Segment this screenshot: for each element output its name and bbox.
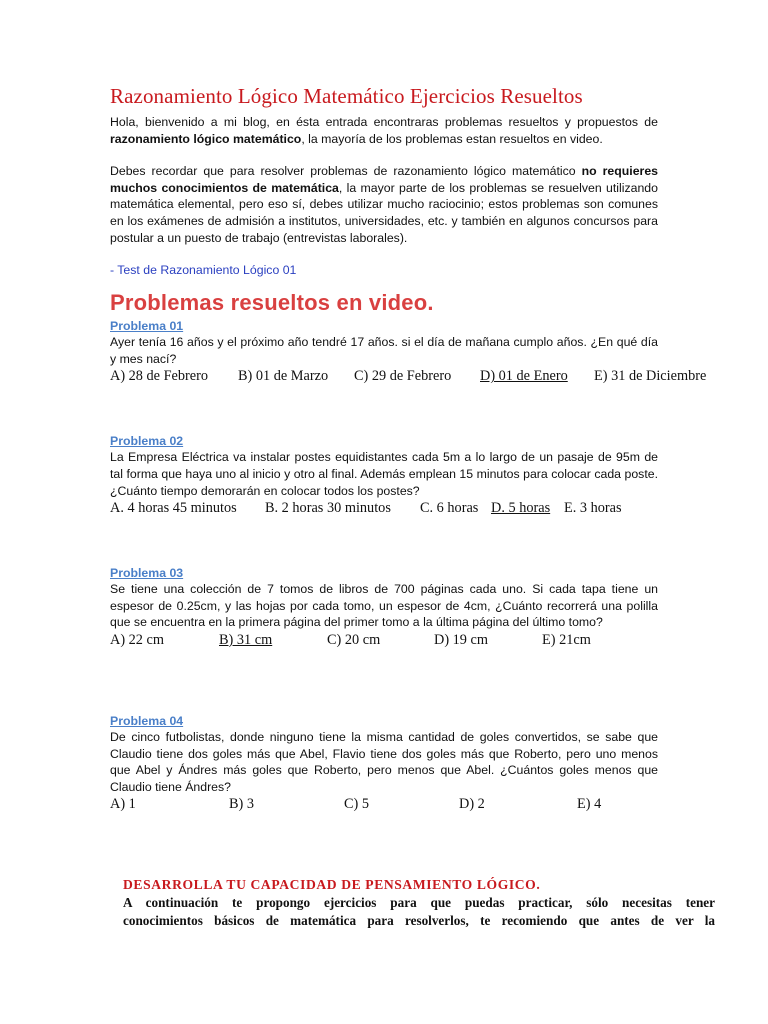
problem-04 <box>110 713 658 813</box>
option-b: B. 2 horas 30 minutos <box>265 500 391 517</box>
test-link[interactable]: - Test de Razonamiento Lógico 01 <box>110 263 297 278</box>
problem-title-link[interactable]: Problema 03 <box>110 566 184 581</box>
option-c: C) 20 cm <box>327 631 381 648</box>
intro-text: Hola, bienvenido a mi blog, en ésta entrada encontraras problemas resueltos y propuestos de <box>110 115 658 129</box>
problem-text: La Empresa Eléctrica va instalar postes equidistantes cada 5m a lo largo de un pasaje de 95m de tal forma que haya uno al inicio y otro al final. Además emplean 15 minutos para colocar cada poste. ¿Cuánto tiempo demorarán en colocar todos los postes? <box>110 450 658 498</box>
option-c: C) 29 de Febrero <box>354 368 452 385</box>
problem-text: De cinco futbolistas, donde ninguno tiene la misma cantidad de goles convertidos, se sabe que Claudio tiene dos goles más que Abel, Flavio tiene dos goles más que Roberto, pero uno menos que Abel y Ándres más goles que Roberto, pero menos que Abel. ¿Cuántos goles menos que Claudio tiene Ándres? <box>110 729 658 794</box>
option-b: B) 31 cm <box>219 631 273 648</box>
practice-section <box>123 877 715 930</box>
practice-title: DESARROLLA TU CAPACIDAD DE PENSAMIENTO LÓGICO. <box>123 877 541 892</box>
problem-03 <box>110 565 658 649</box>
problem-01 <box>110 318 707 385</box>
practice-line-2: conocimientos básicos de matemática para resolverlos, te recomiendo que antes de ver la <box>123 913 715 928</box>
option-b: B) 01 de Marzo <box>238 368 329 385</box>
intro-text: , la mayor parte de los problemas se resuelven utilizando matemática elemental, pero eso sí, debes utilizar mucho raciocinio; estos problemas son comunes en los exámenes de admisión a institutos, universidades, etc. y también en algunos concursos para postular a un puesto de trabajo (entrevistas laborales). <box>110 180 658 245</box>
problem-title-link[interactable]: Problema 02 <box>110 434 184 449</box>
practice-line-1: A continuación te propongo ejercicios para que puedas practicar, sólo necesitas tener <box>123 895 715 910</box>
option-e: E) 31 de Diciembre <box>594 368 707 385</box>
problem-text: Ayer tenía 16 años y el próximo año tendré 17 años. si el día de mañana cumplo años. ¿En qué día y mes nací? <box>110 335 658 366</box>
problem-options <box>110 795 658 813</box>
intro-paragraph-2 <box>110 163 658 246</box>
intro-bold: no requieres muchos conocimientos de matemática <box>110 164 658 195</box>
problem-02 <box>110 433 658 517</box>
section-title: Problemas resueltos en video. <box>110 290 434 316</box>
option-d: D) 2 <box>459 796 485 813</box>
intro-paragraph-1 <box>110 114 658 147</box>
option-a: A. 4 horas 45 minutos <box>110 500 237 517</box>
option-e: E) 4 <box>577 796 602 813</box>
option-a: A) 1 <box>110 796 136 813</box>
option-e: E. 3 horas <box>564 500 622 517</box>
article <box>110 84 707 813</box>
option-c: C. 6 horas <box>420 500 479 517</box>
intro-text: , la mayoría de los problemas estan resueltos en video. <box>301 131 603 146</box>
option-e: E) 21cm <box>542 631 591 648</box>
page-title: Razonamiento Lógico Matemático Ejercicios Resueltos <box>110 84 583 108</box>
problem-title-link[interactable]: Problema 01 <box>110 319 184 334</box>
option-d: D. 5 horas <box>491 500 551 517</box>
option-d: D) 01 de Enero <box>480 368 568 385</box>
problem-text: Se tiene una colección de 7 tomos de libros de 700 páginas cada uno. Si cada tapa tiene un espesor de 0.25cm, y las hojas por cada tomo, un espesor de 4cm, ¿Cuánto recorrerá una polilla que se encuentra en la primera página del primer tomo a la última página del último tomo? <box>110 582 658 630</box>
intro-text: Debes recordar que para resolver problemas de razonamiento lógico matemático <box>110 164 582 179</box>
problem-options <box>110 367 707 385</box>
problem-options <box>110 631 658 649</box>
problem-title-link[interactable]: Problema 04 <box>110 713 184 728</box>
option-d: D) 19 cm <box>434 631 488 648</box>
option-a: A) 28 de Febrero <box>110 368 209 385</box>
option-b: B) 3 <box>229 796 255 813</box>
option-c: C) 5 <box>344 796 370 813</box>
option-a: A) 22 cm <box>110 631 164 648</box>
problem-options <box>110 499 658 517</box>
intro-bold: razonamiento lógico matemático <box>110 131 302 146</box>
